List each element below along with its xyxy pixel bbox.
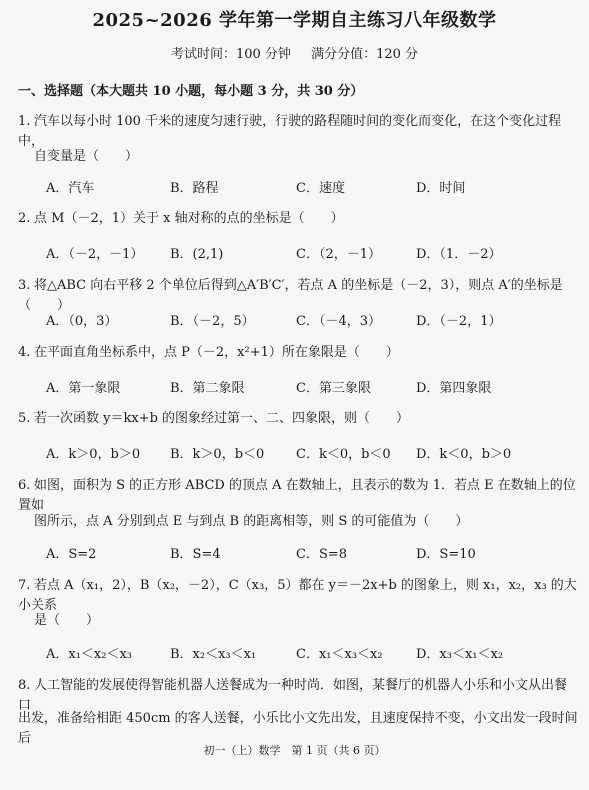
option-b: B．S=4 bbox=[170, 547, 221, 562]
question-5 bbox=[18, 409, 578, 429]
question-number: 6. bbox=[18, 478, 31, 493]
question-number: 2. bbox=[18, 211, 31, 226]
question-text: 点 M（－2，1）关于 x 轴对称的点的坐标是（ ） bbox=[34, 211, 344, 226]
question-4 bbox=[18, 343, 578, 363]
question-text: 在平面直角坐标系中，点 P（－2，x²+1）所在象限是（ ） bbox=[34, 345, 399, 360]
question-text: 如图，面积为 S 的正方形 ABCD 的顶点 A 在数轴上，且表示的数为 1．若点 E 在数轴上的位置如 bbox=[18, 478, 576, 513]
question-continuation: 是（ ） bbox=[34, 613, 100, 628]
question-text: 汽车以每小时 100 千米的速度匀速行驶，行驶的路程随时间的变化而变化，在这个变化过程中， bbox=[18, 114, 562, 149]
option-c: C．（2，－1） bbox=[296, 247, 381, 262]
option-b: B．（－2，5） bbox=[170, 314, 255, 329]
option-a: A．第一象限 bbox=[46, 381, 121, 396]
option-d: D．第四象限 bbox=[416, 381, 492, 396]
question-continuation: 出发，准备给相距 450cm 的客人送餐，小乐比小文先出发，且速度保持不变，小文出发一段时间后 bbox=[18, 711, 578, 746]
option-a: A．汽车 bbox=[46, 181, 95, 196]
option-a: A．（0，3） bbox=[46, 314, 118, 329]
option-d: D．k＜0，b＞0 bbox=[416, 447, 512, 462]
question-number: 3. bbox=[18, 278, 31, 293]
page-footer: 初一（上）数学 第 1 页（共 6 页） bbox=[203, 744, 386, 757]
question-7 bbox=[18, 576, 578, 616]
full-score: 满分分值：120 分 bbox=[311, 47, 419, 62]
option-c: C．（－4，3） bbox=[296, 314, 381, 329]
option-b: B．k＞0，b＜0 bbox=[170, 447, 265, 462]
option-c: C．S=8 bbox=[296, 547, 348, 562]
option-b: B．第二象限 bbox=[170, 381, 245, 396]
exam-info bbox=[0, 43, 589, 62]
question-text: 若一次函数 y＝kx+b 的图象经过第一、二、四象限，则（ ） bbox=[34, 411, 410, 426]
question-2 bbox=[18, 209, 578, 229]
option-b: B．(2,1) bbox=[170, 247, 224, 262]
question-continuation: 自变量是（ ） bbox=[34, 149, 139, 164]
question-text: 将△ABC 向右平移 2 个单位后得到△A′B′C′，若点 A 的坐标是（－2，3），则点 A′的坐标是（ ） bbox=[18, 278, 563, 313]
option-d: D．S=10 bbox=[416, 547, 476, 562]
option-c: C．第三象限 bbox=[296, 381, 371, 396]
exam-time: 考试时间：100 分钟 bbox=[170, 47, 291, 62]
page-title: 2025~2026 学年第一学期自主练习八年级数学 bbox=[92, 10, 497, 31]
option-c: C．速度 bbox=[296, 181, 345, 196]
option-c: C．x₁＜x₃＜x₂ bbox=[296, 647, 383, 662]
option-b: B．x₂＜x₃＜x₁ bbox=[170, 647, 257, 662]
question-text: 人工智能的发展使得智能机器人送餐成为一种时尚．如图，某餐厅的机器人小乐和小文从出餐口 bbox=[18, 678, 568, 713]
option-b: B．路程 bbox=[170, 181, 219, 196]
option-d: D．（1．－2） bbox=[416, 247, 502, 262]
question-number: 1. bbox=[18, 114, 31, 129]
question-continuation: 图所示，点 A 分别到点 E 与到点 B 的距离相等，则 S 的可能值为（ ） bbox=[34, 514, 469, 529]
question-text: 若点 A（x₁，2），B（x₂，－2），C（x₃，5）都在 y＝－2x+b 的图象上，则 x₁，x₂，x₃ 的大小关系 bbox=[18, 578, 577, 613]
option-d: D．x₃＜x₁＜x₂ bbox=[416, 647, 504, 662]
question-number: 4. bbox=[18, 345, 31, 360]
option-d: D．时间 bbox=[416, 181, 466, 196]
question-number: 7. bbox=[18, 578, 31, 593]
option-c: C．k＜0，b＜0 bbox=[296, 447, 391, 462]
option-a: A．S=2 bbox=[46, 547, 97, 562]
question-number: 5. bbox=[18, 411, 31, 426]
option-d: D．（－2，1） bbox=[416, 314, 502, 329]
section-heading: 一、选择题（本大题共 10 小题，每小题 3 分，共 30 分） bbox=[18, 84, 364, 99]
question-number: 8. bbox=[18, 678, 31, 693]
option-a: A．（－2，－1） bbox=[46, 247, 144, 262]
option-a: A．x₁＜x₂＜x₃ bbox=[46, 647, 133, 662]
option-a: A．k＞0，b＞0 bbox=[46, 447, 141, 462]
